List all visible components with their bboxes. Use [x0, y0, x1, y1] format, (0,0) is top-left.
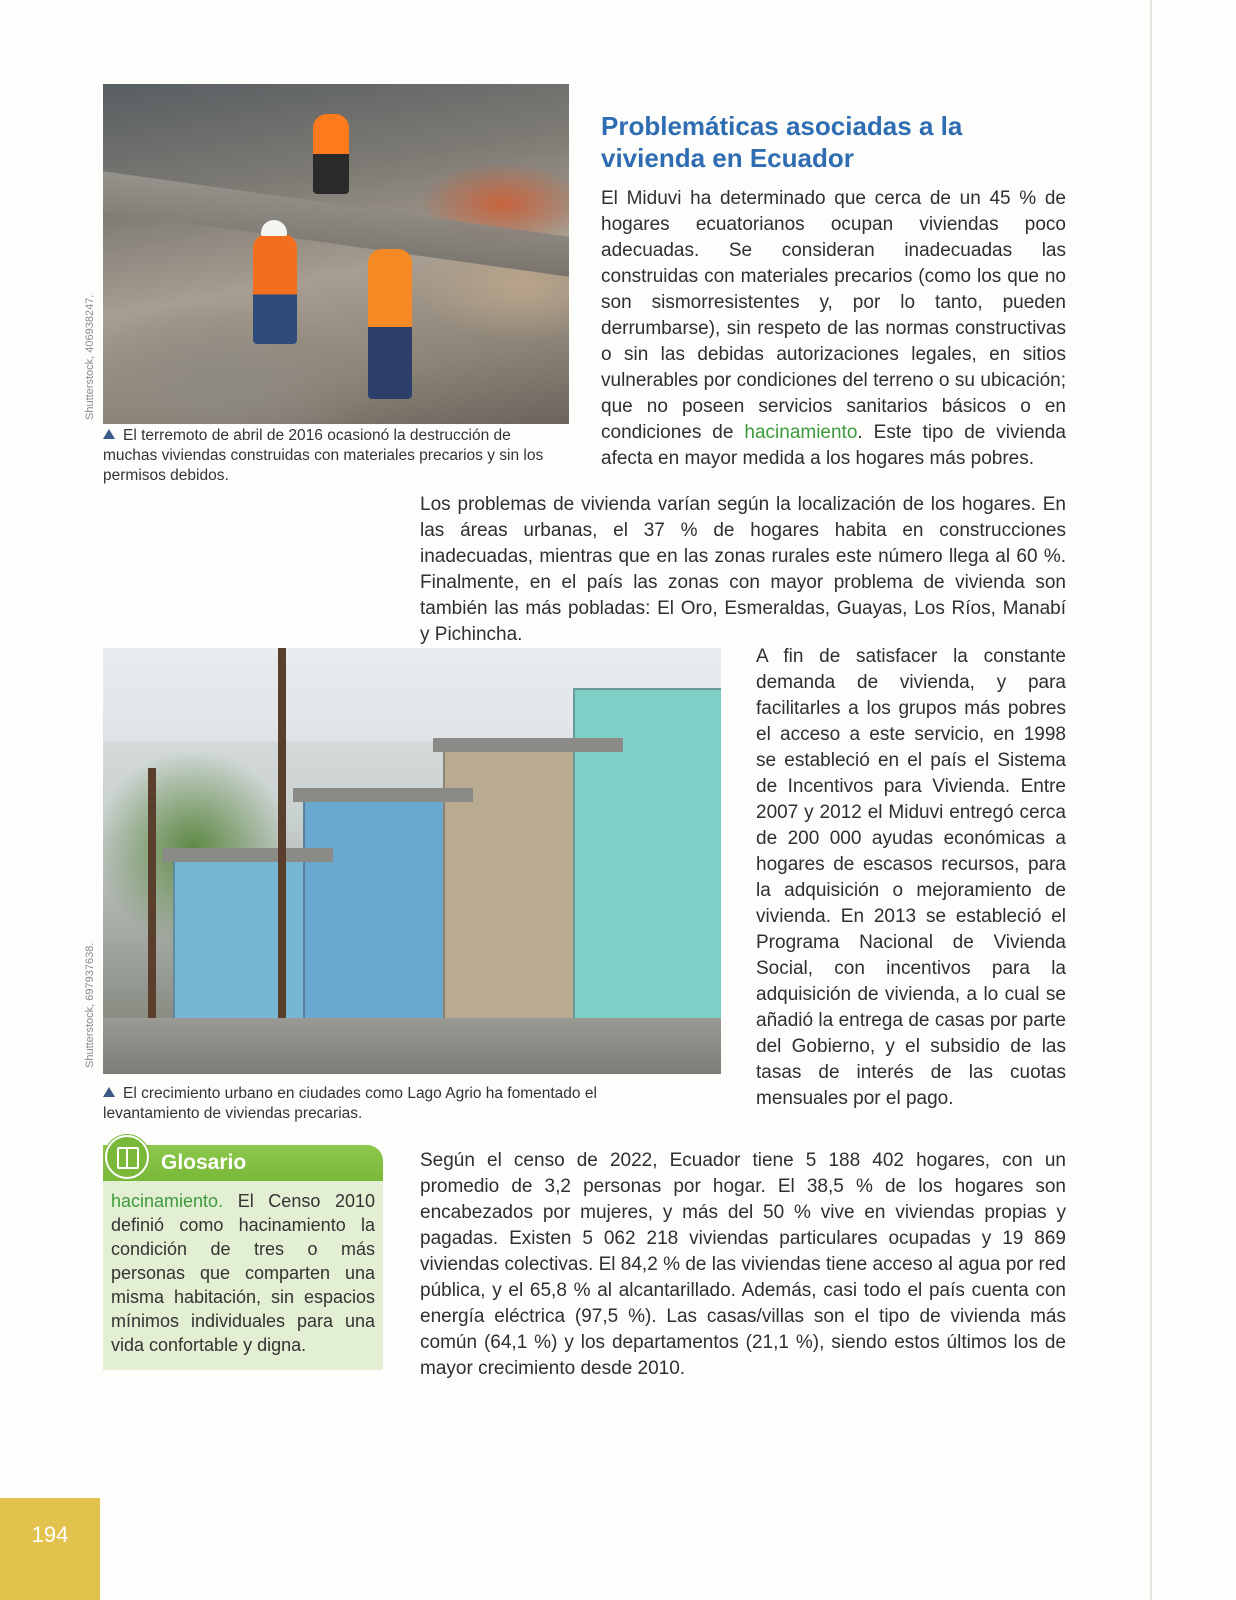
paragraph-4: Según el censo de 2022, Ecuador tiene 5 188 402 hogares, con un promedio de 3,2 personas por hogar. El 38,5 % de los hogares son encabezados por mujeres, y más del 50 % vive en viviendas propias y pagadas. Existen 5 062 218 viviendas particulares ocupadas y 19 869 viviendas colectivas. El 84,2 % de las viviendas tiene acceso al agua por red pública, y el 65,8 % al alcantarillado. Además, casi todo el país cuenta con energía eléctrica (97,5 %). Las casas/villas son el tipo de vivienda más común (64,1 %) y los departamentos (21,1 %), siendo estos últimos los de mayor crecimiento desde 2010.: [420, 1150, 1066, 1379]
book-icon: [105, 1135, 149, 1179]
caption-triangle-icon: [103, 429, 115, 439]
glossary-definition: El Censo 2010 definió como hacinamiento la condición de tres o más personas que comparten una misma habitación, sin espacios mínimos individuales para una vida confortable y digna.: [111, 1191, 375, 1355]
paragraph-1-text-end: . Este tipo de vivienda afecta en mayor medida a los hogares más pobres.: [601, 422, 1066, 469]
roof: [433, 738, 623, 752]
earthquake-rubble-photo: [103, 84, 569, 424]
photo1-caption-text: El terremoto de abril de 2016 ocasionó la destrucción de muchas viviendas construidas con materiales precarios y sin los permisos debidos.: [103, 427, 544, 484]
rescue-worker: [313, 114, 349, 194]
paragraph-1-text: El Miduvi ha determinado que cerca de un 45 % de hogares ecuatorianos ocupan viviendas poco adecuadas. Se consideran inadecuadas las construidas con materiales precarios (como los que no son sismorresistentes y, por lo tanto, pueden derrumbarse), sin respeto de las normas constructivas o sin las debidas autorizaciones legales, en sitios vulnerables por condiciones del terreno o su ubicación; que no poseen servicios sanitarios básicos o en condiciones de: [601, 188, 1066, 443]
page-number-box: [0, 1498, 100, 1600]
caption-triangle-icon: [103, 1087, 115, 1097]
photo2-caption: [103, 1084, 623, 1124]
paragraph-2: Los problemas de vivienda varían según la localización de los hogares. En las áreas urbanas, el 37 % de hogares habita en construcciones inadecuadas, mientras que en las zonas rurales este número llega al 60 %. Finalmente, en el país las zonas con mayor problema de vivienda son también las más pobladas: El Oro, Esmeraldas, Guayas, Los Ríos, Manabí y Pichincha.: [420, 494, 1066, 645]
rescue-worker: [253, 234, 297, 344]
roof: [293, 788, 473, 802]
utility-pole: [278, 648, 286, 1028]
hacinamiento-term: hacinamiento: [744, 422, 858, 443]
glossary-title: Glosario: [161, 1151, 247, 1174]
dirt-road: [103, 1018, 721, 1074]
paragraph-1: [601, 186, 1066, 472]
roof: [163, 848, 333, 862]
utility-pole: [148, 768, 156, 1028]
page-number: 194: [31, 1522, 69, 1547]
photo1-credit: Shutterstock, 406938247.: [84, 294, 96, 420]
glossary-text: [111, 1189, 375, 1357]
lago-agrio-houses-photo: [103, 648, 721, 1074]
photo2-credit: Shutterstock, 697937638.: [84, 942, 96, 1068]
glossary-term: hacinamiento.: [111, 1191, 224, 1211]
photo1-caption: [103, 426, 563, 486]
page-edge: [1150, 0, 1152, 1600]
glossary-body: [103, 1181, 383, 1370]
rescue-worker: [368, 249, 412, 399]
glossary-box: [103, 1145, 383, 1370]
paragraph-3: A fin de satisfacer la constante demanda de vivienda, y para facilitarles a los grupos más pobres el acceso a este servicio, en 1998 se estableció en el país el Sistema de Incentivos para Vivienda. Entre 2007 y 2012 el Miduvi entregó cerca de 200 000 ayudas económicas a hogares de escasos recursos, para la adquisición o mejoramiento de vivienda. En 2013 se estableció el Programa Nacional de Vivienda Social, con incentivos para la adquisición de vivienda, a lo cual se añadió la entrega de casas por parte del Gobierno, y el subsidio de las tasas de interés de las cuotas mensuales por el pago.: [756, 646, 1066, 1109]
photo2-caption-text: El crecimiento urbano en ciudades como Lago Agrio ha fomentado el levantamiento de viviendas precarias.: [103, 1085, 597, 1122]
section-title: Problemáticas asociadas a la vivienda en Ecuador: [601, 111, 963, 173]
